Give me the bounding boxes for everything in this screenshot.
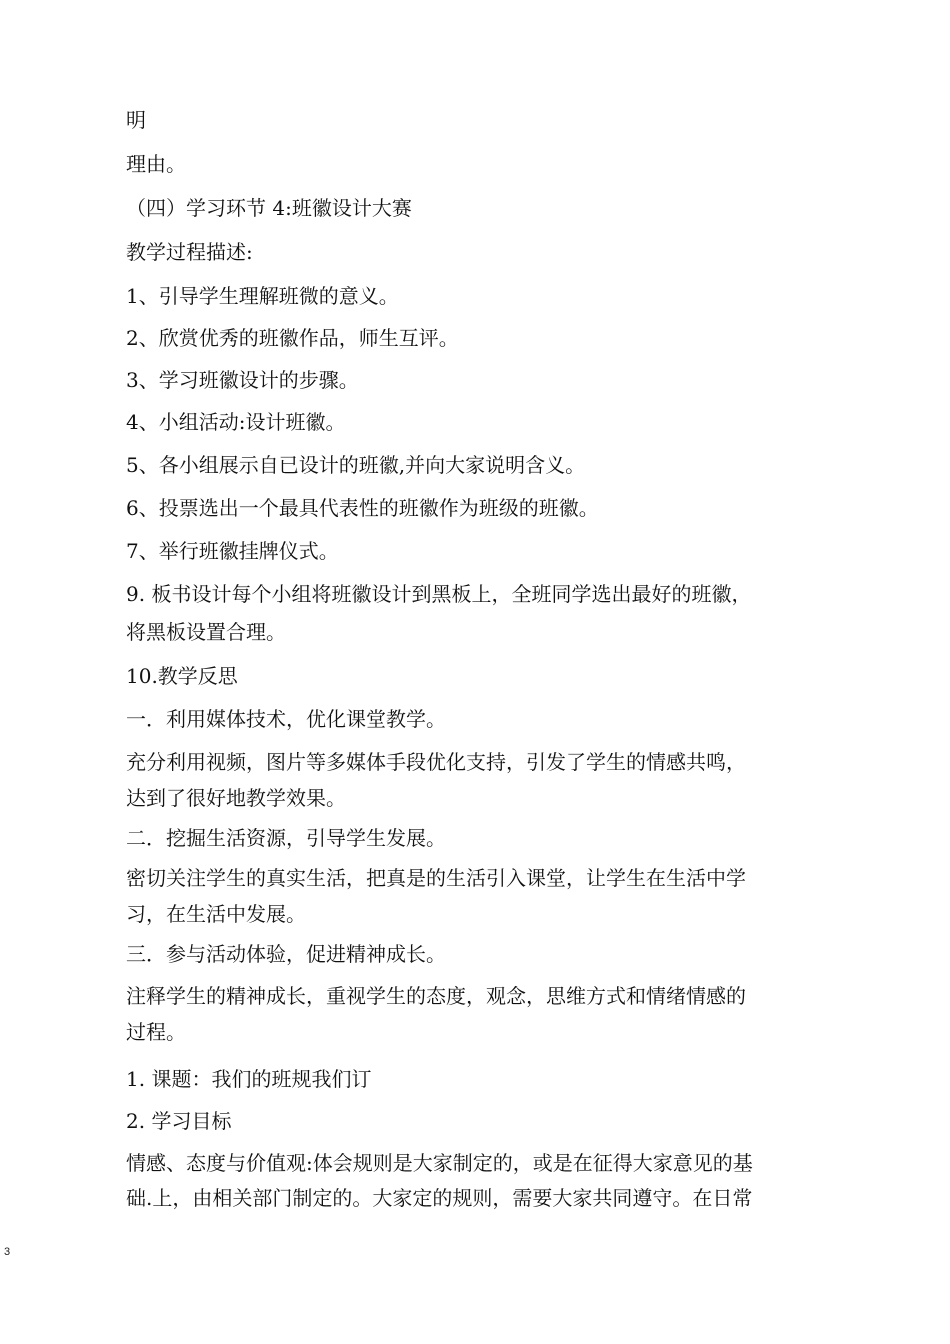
text-line: 将黑板设置合理。 (126, 620, 286, 644)
list-item: 1、引导学生理解班微的意义。 (126, 284, 399, 308)
text-line: 一．利用媒体技术，优化课堂教学。 (126, 707, 446, 731)
text-line: 二．挖掘生活资源，引导学生发展。 (126, 826, 446, 850)
text-line: 注释学生的精神成长，重视学生的态度，观念，思维方式和情绪情感的 (126, 984, 746, 1008)
list-item: 4、小组活动:设计班徽。 (126, 410, 346, 434)
text-line: 三．参与活动体验，促进精神成长。 (126, 942, 446, 966)
text-line: 9. 板书设计每个小组将班徽设计到黑板上，全班同学选出最好的班徽， (126, 582, 752, 606)
text-line: 教学过程描述: (126, 240, 253, 264)
text-line: 达到了很好地教学效果。 (126, 786, 346, 810)
text-line: 明 (126, 108, 146, 132)
text-line: 情感、态度与价值观:体会规则是大家制定的，或是在征得大家意见的基 (126, 1151, 753, 1175)
list-item: 3、学习班徽设计的步骤。 (126, 368, 359, 392)
list-item: 7、举行班徽挂牌仪式。 (126, 539, 339, 563)
text-line: 础.上，由相关部门制定的。大家定的规则，需要大家共同遵守。在日常 (126, 1186, 753, 1210)
text-line: 理由。 (126, 152, 186, 176)
section-heading: （四）学习环节 4:班徽设计大赛 (126, 196, 412, 220)
page-number: 3 (4, 1246, 11, 1258)
text-line: 密切关注学生的真实生活，把真是的生活引入课堂，让学生在生活中学 (126, 866, 746, 890)
list-item: 6、投票选出一个最具代表性的班徽作为班级的班徽。 (126, 496, 599, 520)
list-item: 1. 课题：我们的班规我们订 (126, 1067, 372, 1091)
list-item: 2. 学习目标 (126, 1109, 232, 1133)
list-item: 5、各小组展示自已设计的班徽,并向大家说明含义。 (126, 453, 586, 477)
text-line: 习，在生活中发展。 (126, 902, 306, 926)
list-item: 2、欣赏优秀的班徽作品，师生互评。 (126, 326, 459, 350)
text-line: 充分利用视频，图片等多媒体手段优化支持，引发了学生的情感共鸣， (126, 750, 746, 774)
text-line: 过程。 (126, 1020, 186, 1044)
section-heading: 10.教学反思 (126, 664, 238, 688)
